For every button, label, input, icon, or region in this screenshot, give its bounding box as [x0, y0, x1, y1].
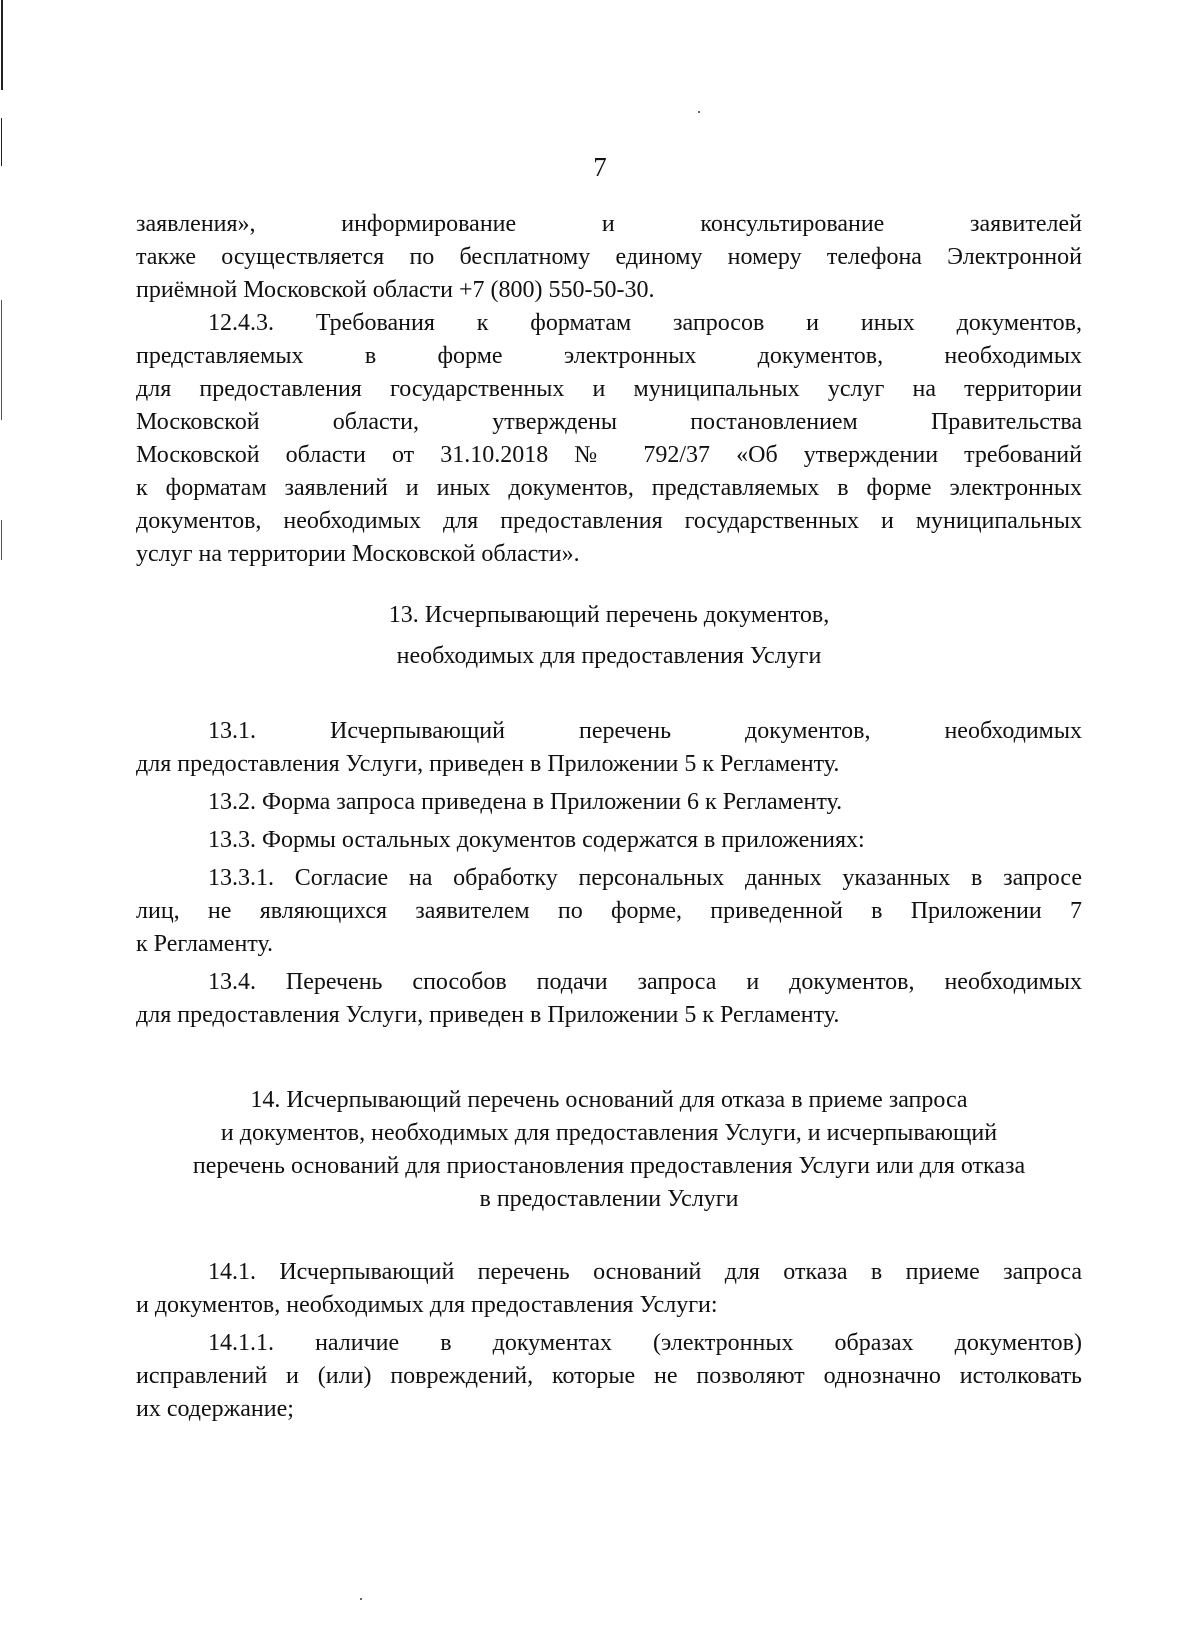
text-line: 13.3.1. Согласие на обработку персональных данных указанных в запросе — [208, 865, 1082, 891]
text-line: лиц, не являющихся заявителем по форме, приведенной в Приложении 7 — [136, 898, 1082, 924]
paragraph-13-3-1 — [136, 862, 1082, 961]
text-line: Московской области от 31.10.2018 № 792/37 «Об утверждении требований — [136, 442, 1082, 468]
text-line: 14.1. Исчерпывающий перечень оснований для отказа в приеме запроса — [208, 1259, 1082, 1285]
page-number: 7 — [593, 152, 607, 182]
section-heading-13 — [136, 599, 1082, 673]
text-line: документов, необходимых для предоставления государственных и муниципальных — [136, 508, 1082, 534]
heading-line: перечень оснований для приостановления предоставления Услуги или для отказа — [192, 1153, 1026, 1179]
text-line: для предоставления государственных и муниципальных услуг на территории — [136, 376, 1082, 402]
text-line: для предоставления Услуги, приведен в Приложении 5 к Регламенту. — [136, 1002, 840, 1028]
document-body — [136, 208, 1082, 1426]
text-line: 13.1. Исчерпывающий перечень документов, необходимых — [208, 718, 1082, 744]
text-line: также осуществляется по бесплатному единому номеру телефона Электронной — [136, 244, 1082, 270]
heading-line: в предоставлении Услуги — [479, 1186, 739, 1212]
text-line: к форматам заявлений и иных документов, представляемых в форме электронных — [136, 475, 1082, 501]
text-line: к Регламенту. — [136, 931, 274, 957]
heading-line: и документов, необходимых для предоставления Услуги, и исчерпывающий — [220, 1120, 998, 1146]
text-line: их содержание; — [136, 1396, 294, 1422]
text-line: и документов, необходимых для предоставления Услуги: — [136, 1292, 718, 1318]
text-line: исправлений и (или) повреждений, которые не позволяют однозначно истолковать — [136, 1363, 1082, 1389]
text-line: услуг на территории Московской области». — [136, 541, 580, 567]
paragraph-12-4-3 — [136, 307, 1082, 571]
text-line: 13.2. Форма запроса приведена в Приложении 6 к Регламенту. — [208, 789, 843, 815]
text-line: приёмной Московской области +7 (800) 550-50-30. — [136, 277, 655, 303]
text-line: 13.3. Формы остальных документов содержатся в приложениях: — [208, 827, 865, 853]
text-line: для предоставления Услуги, приведен в Приложении 5 к Регламенту. — [136, 751, 840, 777]
heading-line: необходимых для предоставления Услуги — [396, 643, 822, 669]
scan-edge-line — [1, 520, 2, 560]
scan-edge-line — [1, 0, 3, 90]
paragraph-13-1 — [136, 715, 1082, 781]
heading-line: 14. Исчерпывающий перечень оснований для отказа в приеме запроса — [250, 1087, 968, 1113]
scan-speck — [698, 111, 700, 113]
paragraph-14-1-1 — [136, 1327, 1082, 1426]
paragraph-13-2 — [136, 786, 1082, 819]
text-line: заявления», информирование и консультирование заявителей — [136, 211, 1082, 237]
heading-line: 13. Исчерпывающий перечень документов, — [388, 602, 830, 628]
text-line: 12.4.3. Требования к форматам запросов и иных документов, — [208, 310, 1082, 336]
paragraph-13-4 — [136, 966, 1082, 1032]
scan-speck — [360, 1598, 362, 1600]
text-line: представляемых в форме электронных документов, необходимых — [136, 343, 1082, 369]
paragraph-14-1 — [136, 1256, 1082, 1322]
section-heading-14 — [136, 1084, 1082, 1216]
paragraph-12-4-2-continuation — [136, 208, 1082, 307]
paragraph-13-3 — [136, 824, 1082, 857]
text-line: Московской области, утверждены постановлением Правительства — [136, 409, 1082, 435]
text-line: 14.1.1. наличие в документах (электронных образах документов) — [208, 1330, 1082, 1356]
text-line: 13.4. Перечень способов подачи запроса и документов, необходимых — [208, 969, 1082, 995]
scan-edge-line — [1, 300, 2, 420]
